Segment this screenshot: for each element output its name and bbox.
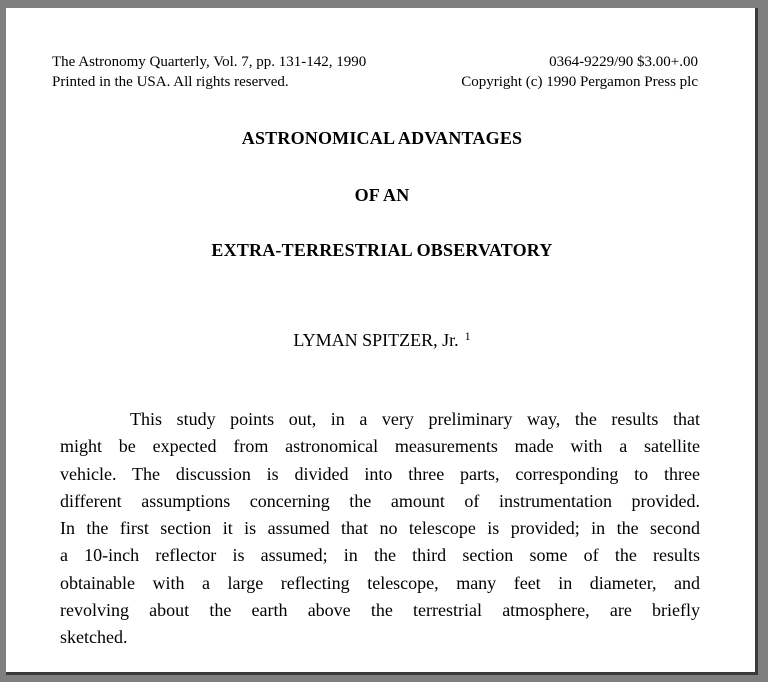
publisher-info bbox=[461, 52, 698, 92]
rights-line: Printed in the USA. All rights reserved. bbox=[52, 74, 289, 90]
abstract-line: obtainable with a large reflecting telescope, many feet in diameter, and bbox=[60, 572, 700, 593]
title-line-2: OF AN bbox=[354, 185, 410, 205]
abstract-line: This study points out, in a very preliminary way, the results that bbox=[130, 409, 700, 429]
abstract-line: different assumptions concerning the amount of instrumentation provided. bbox=[60, 490, 700, 511]
issn-price-line: 0364-9229/90 $3.00+.00 bbox=[549, 54, 698, 70]
copyright-line: Copyright (c) 1990 Pergamon Press plc bbox=[461, 74, 698, 90]
abstract-line: In the first section it is assumed that no telescope is provided; in the second bbox=[60, 518, 700, 539]
journal-citation-line: The Astronomy Quarterly, Vol. 7, pp. 131-142, 1990 bbox=[52, 54, 367, 70]
abstract-line: sketched. bbox=[60, 627, 128, 648]
title-line-1: ASTRONOMICAL ADVANTAGES bbox=[241, 128, 523, 148]
abstract-paragraph bbox=[60, 406, 700, 652]
abstract-line: vehicle. The discussion is divided into three parts, corresponding to three bbox=[60, 463, 700, 484]
author-name: LYMAN SPITZER, Jr. bbox=[293, 330, 459, 350]
author-line bbox=[6, 330, 758, 351]
abstract-line: revolving about the earth above the terrestrial atmosphere, are briefly bbox=[60, 600, 700, 621]
abstract-line: might be expected from astronomical measurements made with a satellite bbox=[60, 436, 700, 457]
title-line-3: EXTRA-TERRESTRIAL OBSERVATORY bbox=[211, 240, 553, 260]
journal-citation bbox=[52, 52, 366, 92]
paper-page bbox=[6, 8, 758, 675]
footnote-mark: 1 bbox=[464, 329, 471, 343]
abstract-line: a 10-inch reflector is assumed; in the third section some of the results bbox=[60, 545, 700, 566]
